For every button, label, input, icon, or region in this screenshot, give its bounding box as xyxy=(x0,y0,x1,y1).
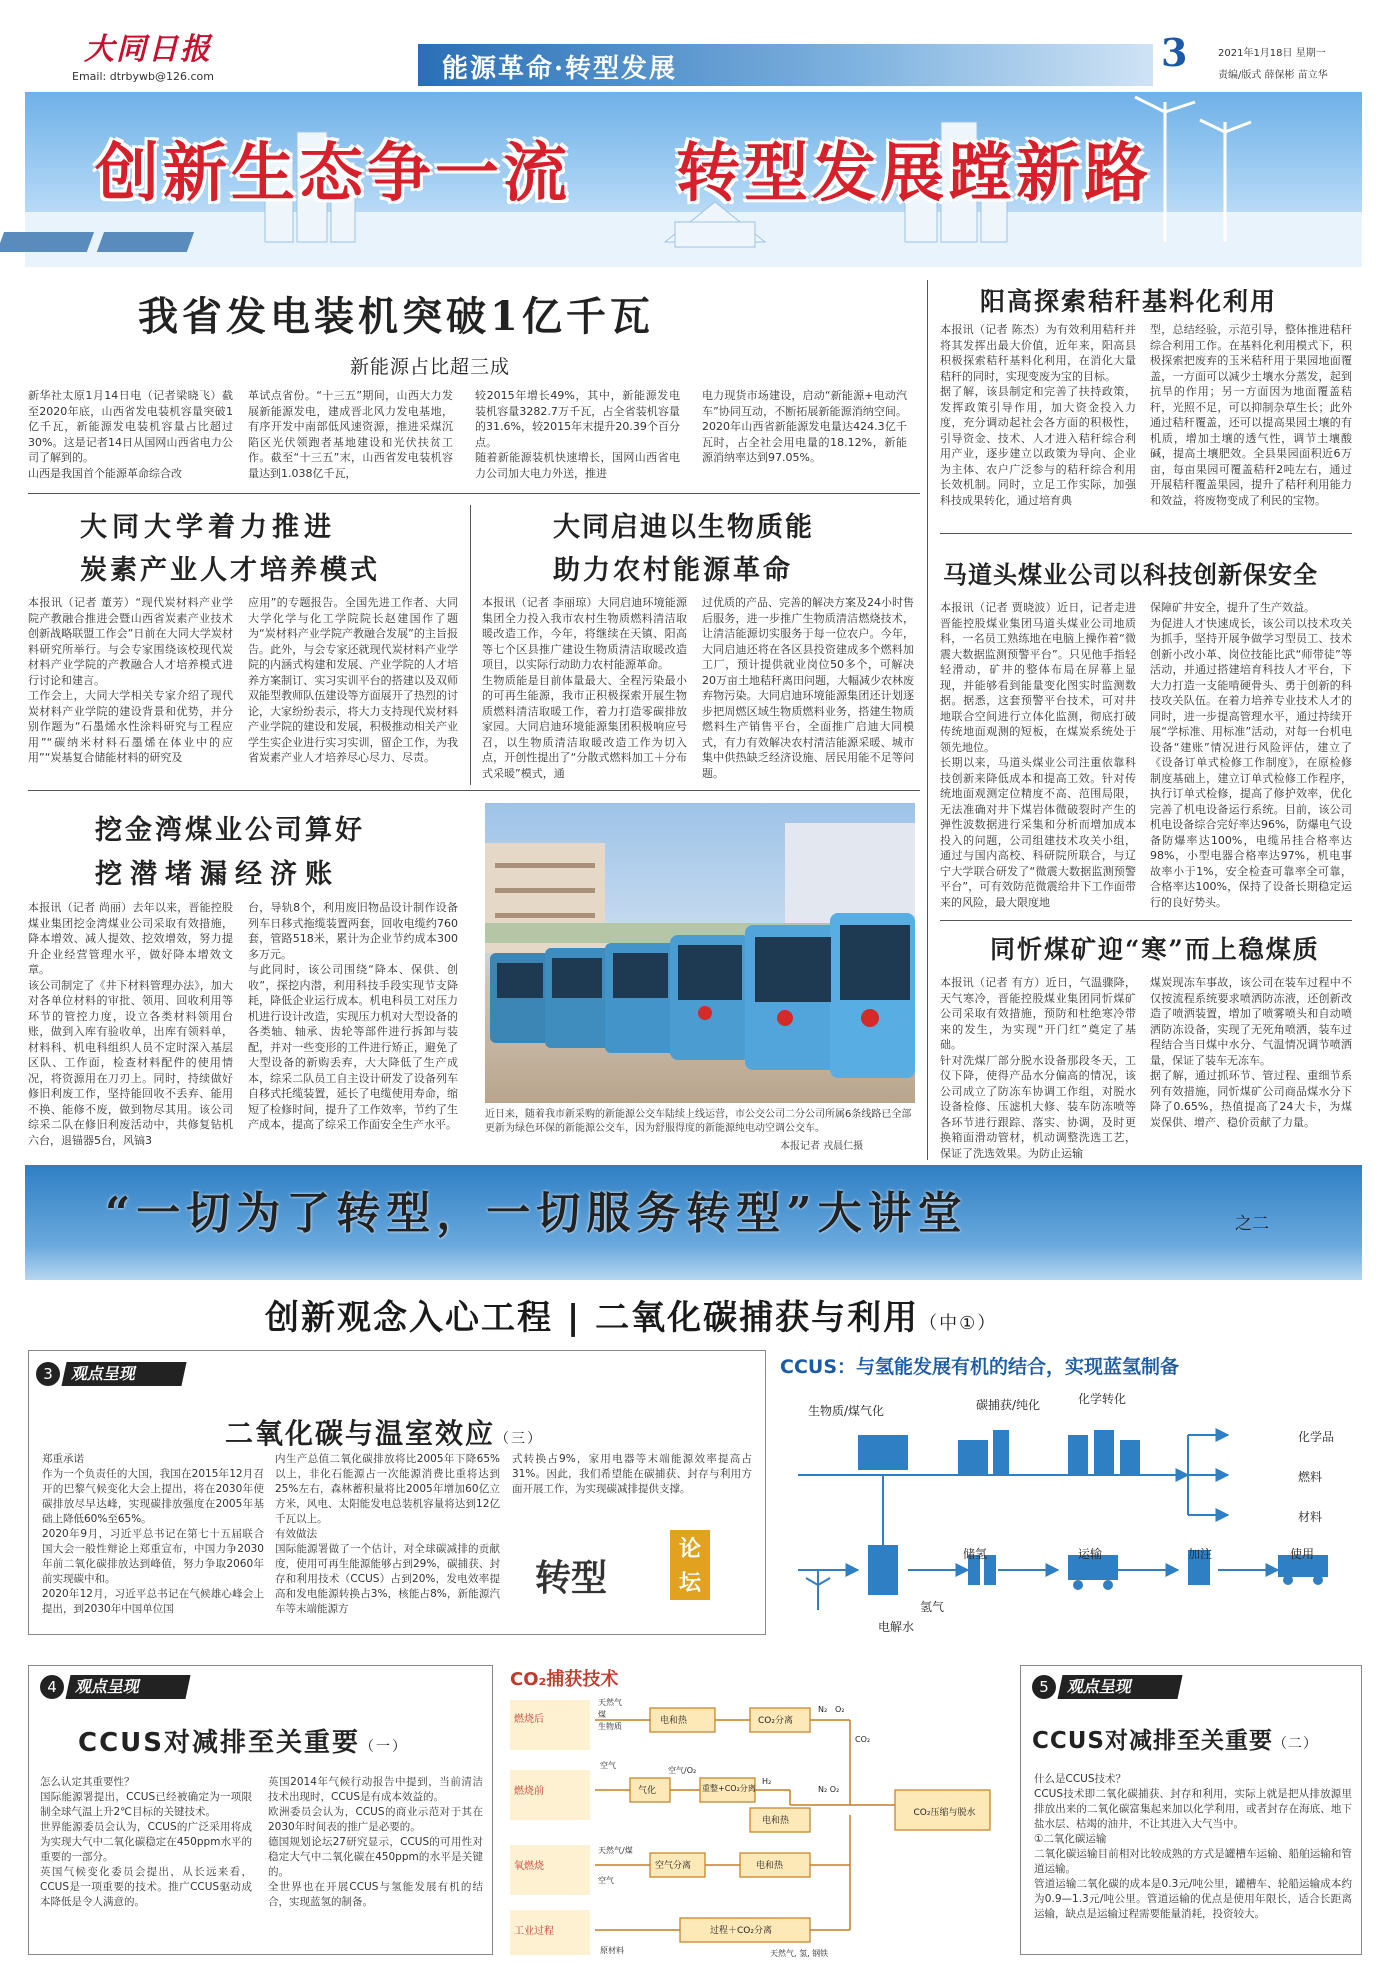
viewpoint3-title xyxy=(225,1412,543,1452)
yanggao-text-col1: 本报讯（记者 陈杰）为有效利用秸秆并将其发挥出最大价值，近年来，阳高县积极探索秸秆基料化利用，在消化大量秸秆的同时，实现变废为宝的目标。 据了解，该县制定和完善了扶持政策，发挥政策引导作用，加大资金投入力度，充分调动起社会各方面的积极性，引导资金、技术、人才进入秸秆综合利用产业，逐步建立以政策为导向、企业为主体、农户广泛参与的秸秆综合利用长效机制。同时，立足工作实际，加强科技成果转化，通过培育典 xyxy=(940,323,1136,507)
ccus-label-hydrogen: 氢气 xyxy=(920,1600,945,1614)
masthead-date: 2021年1月18日 星期一 xyxy=(1218,48,1326,59)
viewpoint5-title-suffix: （二） xyxy=(1273,1736,1318,1752)
ccus-label-capture: 碳捕获/纯化 xyxy=(976,1398,1041,1412)
lead-text-col4: 电力现货市场建设，启动“新能源+电动汽车”协同互动，不断拓展新能源消纳空间。2020年山西省新能源发电量达424.3亿千瓦时，占全社会用电量的18.12%，新能源消纳率达到97.05%。 xyxy=(702,389,907,464)
viewpoint3-title-suffix: （三） xyxy=(495,1431,544,1447)
page-number: 3 xyxy=(1161,30,1188,75)
co2-product-label: H₂ xyxy=(762,1777,772,1786)
viewpoint5-text: 什么是CCUS技术？ CCUS技术即二氧化碳捕获、封存和利用，实际上就是把从排放源里排放出来的二氧化碳富集起来加以化学利用，或者封存在海底、地下盐水层、枯竭的油井，不让其进入大气当中。 ①二氧化碳运输 二氧化碳运输目前相对比较成熟的方式是罐槽车运输、船舶运输和管道运输。 管道运输二氧化碳的成本是0.3元/吨公里，罐槽车、轮船运输成本约为0.9—1.3元/吨公里。管道运输的优点是使用年限长，适合长距离运输，缺点是运输过程需要能量消耗，投资较大。 xyxy=(1034,1773,1352,1920)
newspaper-logo: 大同日报 xyxy=(84,32,212,67)
lecture-subtitle xyxy=(265,1290,997,1339)
banner-title: 创新生态争一流 转型发展蹚新路 xyxy=(95,136,1153,211)
co2-box-label: 过程＋CO₂分离 xyxy=(710,1926,772,1936)
wajinwan-headline-line1: 挖金湾煤业公司算好 xyxy=(95,815,365,846)
co2-box-label: 电和热 xyxy=(756,1861,784,1871)
co2-left-label-industrial: 工业过程 xyxy=(514,1926,554,1937)
viewpoint3-text-col2: 内生产总值二氧化碳排放将比2005年下降65%以上，非化石能源占一次能源消费比重将达到25%左右，森林蓄积量将比2005年增加60亿立方米，风电、太阳能发电总装机容量将达到12亿千瓦以上。 有效做法 国际能源署做了一个估计，对全球碳减排的贡献度，使用可再生能源能够占到29%，碳捕获、封存和利用技术（CCUS）占到20%，发电效率提高和发电能源转换占3%，核能占8%，新能源汽车等末端能源方 xyxy=(275,1453,500,1615)
co2-capture-diagram xyxy=(500,1665,1010,1965)
ccus-diagram xyxy=(778,1350,1363,1640)
bus-photo xyxy=(485,803,915,1103)
lead-text-col3: 较2015年增长49%，其中，新能源发电装机容量3282.7万千瓦，占全省装机容量的31.6%，较2015年末提升20.39个百分点。 随着新能源装机快速增长，国网山西省电力公司加大电力外送，推进 xyxy=(475,389,680,480)
divider xyxy=(28,493,920,494)
viewpoint5-title xyxy=(1032,1722,1318,1755)
co2-product-label: O₂ xyxy=(835,1705,845,1714)
top-banner xyxy=(25,92,1362,267)
co2-feed-label: 空气 xyxy=(598,1876,614,1885)
ccus-label-fuel: 燃料 xyxy=(1298,1470,1323,1484)
ccus-label-use: 使用 xyxy=(1290,1547,1315,1561)
datong-univ-text-col2: 应用”的专题报告。全国先进工作者、大同大学化学与化工学院院长赵建国作了题为“炭材料产业学院产教融合发展”的主旨报告。此外，与会专家还就现代炭材料产业学院的内涵式构建和发展、产业学院的人才培养方案制订、实习实训平台的搭建以及双师双能型教师队伍建设等方面展开了热烈的讨论，大家纷纷表示，将大力支持现代炭材料产业学院的建设和发展，积极推动相关产业学生实企业进行实习实训，留企工作，为我省炭素产业人才培养尽心尽力、尽责。 xyxy=(248,596,458,764)
viewpoint3-stamp-seal: 论坛 xyxy=(670,1530,710,1600)
co2-box-label: 重整+CO₂分离 xyxy=(702,1784,756,1793)
lecture-subtitle-suffix: （中①） xyxy=(919,1313,998,1334)
ccus-flow-graphic xyxy=(778,1380,1363,1640)
divider xyxy=(28,790,920,791)
datong-univ-text-col1: 本报讯（记者 董芳）“现代炭材料产业学院产教融合推进会暨山西省炭素产业技术创新战略联盟工作会”日前在大同大学炭材料研究所举行。与会专家围绕该校现代炭材料产业学院的产教融合人才培养模式进行讨论和建言。 工作会上，大同大学相关专家介绍了现代炭材料产业学院的建设背景和优势，并分别作题为“石墨烯水性涂料研究与工程应用”“碳纳米材料石墨烯在体业中的应用”“炭基复合储能材料的研究及 xyxy=(28,596,233,764)
viewpoint3-label: 观点呈现 xyxy=(61,1362,186,1386)
masthead-email: Email: dtrbywb@126.com xyxy=(72,70,214,83)
lead-subheadline: 新能源占比超三成 xyxy=(350,356,511,378)
ccus-label-electrolysis: 电解水 xyxy=(878,1620,915,1634)
section-title: 能源革命·转型发展 xyxy=(442,54,678,84)
divider xyxy=(940,920,1352,921)
lecture-title-suffix: 之二 xyxy=(1235,1214,1269,1234)
co2-feed-label: 生物质 xyxy=(598,1722,622,1731)
co2-flow-graphic xyxy=(500,1690,1010,1960)
section-banner xyxy=(418,44,1153,86)
co2-box-label: 电和热 xyxy=(762,1816,790,1826)
lecture-subtitle-text: 创新观念入心工程 | 二氧化碳捕获与利用 xyxy=(265,1298,920,1338)
madaotou-text-col2: 保障矿井安全，提升了生产效益。 为促进人才快速成长，该公司以技术攻关为抓手，坚持开展争做学习型员工、技术创新小改小革、岗位技能比武“师带徒”等活动，并通过搭建培育科技人才平台，下大力打造一支能啃硬骨头、勇于创新的科技攻关队伍。在着力培养专业技术人才的同时，进一步提高管理水平，通过持续开展“学标准、用标准”活动，对每一台机电设备“建账”情况进行风险评估，建立了《设备订单式检修工作制度》，在原检修制度基础上，建立订单式检修工作程序，执行订单式检修，提高了修护效率，优化完善了机电设备运行系统。目前，该公司机电设备综合完好率达96%，防爆电气设备防爆率达100%，电缆吊挂合格率达98%，小型电器合格率达97%，机电事故率小于1%，安全检查可靠率全可靠，合格率达100%，保持了设备长期稳定运行的良好势头。 xyxy=(1150,601,1352,909)
wajinwan-headline-line2: 挖潜堵漏经济账 xyxy=(95,859,340,890)
ccus-label-chem-products: 化学品 xyxy=(1298,1430,1335,1444)
co2-diagram-title: CO₂捕获技术 xyxy=(510,1669,619,1690)
co2-box-label: 空气分离 xyxy=(655,1861,692,1871)
co2-feed-label: 空气 xyxy=(600,1761,616,1770)
co2-feed-label: 原材料 xyxy=(600,1946,624,1955)
yanggao-headline: 阳高探索秸秆基料化利用 xyxy=(980,287,1278,316)
datong-univ-headline-line1: 大同大学着力推进 xyxy=(80,512,336,543)
ccus-diagram-title: CCUS：与氢能发展有机的结合，实现蓝氢制备 xyxy=(780,1356,1180,1378)
ccus-label-biomass: 生物质/煤气化 xyxy=(808,1404,885,1418)
viewpoint3-text-col3: 式转换占9%，家用电器等末端能源效率提高占31%。因此，我们希望能在碳捕获、封存与利用方面开展工作，为实现碳减排提供支撑。 xyxy=(512,1453,752,1495)
lead-text-col2: 革试点省份。“十三五”期间，山西大力发展新能源发电，建成晋北风力发电基地，有序开发中南部低风速资源，推进采煤沉陷区光伏领跑者基地建设和光伏扶贫工作。截至“十三五”末，山西省发电装机容量达到1.038亿千瓦， xyxy=(248,389,453,480)
viewpoint3-title-text: 二氧化碳与温室效应 xyxy=(225,1417,496,1450)
viewpoint3-stamp-main: 转型 xyxy=(535,1557,608,1599)
co2-product-label: N₂ O₂ xyxy=(818,1785,840,1794)
co2-feed-label: 煤 xyxy=(598,1710,606,1719)
divider xyxy=(940,533,1352,534)
tongxin-headline: 同忻煤矿迎“寒”而上稳煤质 xyxy=(990,935,1320,964)
viewpoint3-number: 3 xyxy=(36,1362,60,1386)
madaotou-headline: 马道头煤业公司以科技创新保安全 xyxy=(943,560,1318,589)
lecture-banner xyxy=(25,1165,1362,1280)
lead-headline: 我省发电装机突破1亿千瓦 xyxy=(138,293,654,340)
ccus-label-material: 材料 xyxy=(1298,1510,1323,1524)
viewpoint4-title xyxy=(78,1722,408,1759)
co2-left-label-postcombustion: 燃烧后 xyxy=(514,1714,544,1725)
masthead xyxy=(0,0,1388,86)
viewpoint4-text-col1: 怎么认定其重要性？ 国际能源署提出，CCUS已经被确定为一项限制全球气温上升2℃目标的关键技术。 世界能源委员会认为，CCUS的广泛采用将成为实现大气中二氧化碳稳定在450ppm水平的重要的一部分。 英国气候变化委员会提出，从长远来看，CCUS是一项重要的技术。推广CCUS驱动成本降低是令人满意的。 xyxy=(40,1776,252,1908)
co2-box-label: CO₂分离 xyxy=(758,1716,793,1726)
co2-feed-label: 天然气/煤 xyxy=(598,1846,633,1855)
yanggao-text-col2: 型，总结经验，示范引导，整体推进秸秆综合利用工作。在基料化利用模式下，积极探索把废弃的玉米秸秆用于果园地面覆盖，一方面可以减少土壤水分蒸发，起到抗旱的作用；另一方面因为地面覆盖秸秆，光照不足，可以抑制杂草生长；此外通过秸秆覆盖，还可以提高果园土壤的有机质，增加土壤的透气性，调节土壤酸碱，提高土壤肥效。全县果园面积近6万亩，每亩果园可覆盖秸秆2吨左右，通过开展秸秆覆盖果园，提升了秸秆利用能力和效益，将废物变成了利民的宝物。 xyxy=(1150,323,1352,507)
viewpoint5-number: 5 xyxy=(1032,1675,1056,1699)
tongxin-text-col2: 煤炭现冻车事故，该公司在装车过程中不仅按流程系统要求喷洒防冻液，还创新改造了喷洒装置，增加了喷雾喷头和自动喷洒防冻设备，实现了无死角喷洒，装车过程结合当日煤中水分、气温情况调节喷洒量，保证了装车无冻车。 据了解，通过抓环节、管过程、重细节系列有效措施，同忻煤矿公司商品煤水分下降了0.65%，热值提高了24大卡，为煤炭保供、增产、稳价贡献了力量。 xyxy=(1150,976,1352,1129)
viewpoint4-title-text: CCUS对减排至关重要 xyxy=(78,1728,361,1758)
wajinwan-text-col1: 本报讯（记者 尚丽）去年以来，晋能控股煤业集团挖金湾煤业公司采取有效措施，降本增效、减人提效、挖效增效，努力提升企业经营管理水平，做好降本增效文章。 该公司制定了《井下材料管理办法》，加大对各单位材料的审批、领用、回收利用等环节的管控力度，设立各类材料领用台账，做到入库有验收单，出库有领料单，材料科、机电科组织人员不定时深入基层区队、工作面，检查材料配件的使用情况，将资源用在刀刃上。同时，持续做好修旧利废工作，坚持能回收不丢弃、能用不换、能修不废，做到物尽其用。该公司综采二队在修旧利废活动中，共修复钻机六台，退锚器5台，风镐3 xyxy=(28,901,233,1147)
lead-text-col1: 新华社太原1月14日电（记者梁晓飞）截至2020年底，山西省发电装机容量突破1亿千瓦，新能源发电装机容量占比超过30%。这是记者14日从国网山西省电力公司了解到的。 山西是我国首个能源革命综合改 xyxy=(28,389,233,480)
viewpoint4-text-col2: 英国2014年气候行动报告中提到，当前清洁技术出现时，CCUS是有成本效益的。 欧洲委员会认为，CCUS的商业示范对于其在2030年时间表的推广是必要的。 德国规划论坛27研究显示，CCUS的可用性对稳定大气中二氧化碳在450ppm的水平是关键的。 全世界也在开展CCUS与氢能发展有机的结合，实现蓝氢的制备。 xyxy=(268,1776,483,1908)
madaotou-text-col1: 本报讯（记者 贾晓波）近日，记者走进晋能控股煤业集团马道头煤业公司地质科，一名员工熟练地在电脑上操作着“微震大数据监测预警平台”。只见他手指轻轻滑动，矿井的整体布局在屏幕上显现，并能够看到能量变化图实时监测数据。据悉，这套预警平台技术，可对井地联合空间进行立体化监测，彻底打破传统地面观测的短板，在煤炭系统处于领先地位。 长期以来，马道头煤业公司注重依靠科技创新来降低成本和提高工效。针对传统地面观测定位精度不高、范围局限，无法准确对井下煤岩体微破裂时产生的弹性波数据进行采集和分析而增加成本投入的问题，公司组建技术攻关小组，通过与国内高校、科研院所联合，与辽宁大学联合研发了“微震大数据监测预警平台”，可有效防范微震给井下工作面带来的风险，最大限度地 xyxy=(940,601,1136,909)
co2-product-label: N₂ xyxy=(818,1705,828,1714)
viewpoint4-title-suffix: （一） xyxy=(360,1739,409,1755)
qidi-text-col2: 过优质的产品、完善的解决方案及24小时售后服务，进一步推广生物质清洁燃烧技术，让清洁能源切实服务于每一位农户。今年，大同启迪还将在各区县投资建成多个燃料加工厂，预计提供就业岗位50多个，可解决20万亩土地秸秆离田问题，大幅减少农林废弃物污染。大同启迪环境能源集团还计划逐步把周燃区域生物质燃料业务，搭建生物质燃料生产销售平台，全面推广启迪大同模式，有力有效解决农村清洁能源采暖、城市集中供热缺乏经济设施、居民用能不足等问题。 xyxy=(702,596,914,780)
viewpoint5-label: 观点呈现 xyxy=(1057,1675,1182,1699)
ccus-label-storage: 储氢 xyxy=(963,1547,988,1561)
photo-caption: 近日来，随着我市新采购的新能源公交车陆续上线运营，市公交公司二分公司所属6条线路已全部更新为绿色环保的新能源公交车，因为舒服得度的新能源纯电动空调公交车。 xyxy=(485,1109,912,1134)
co2-feed-label: 空气/O₂ xyxy=(668,1766,697,1775)
photo-credit: 本报记者 戎晨仁摄 xyxy=(780,1141,864,1152)
co2-left-label-oxyfuel: 氧燃烧 xyxy=(514,1861,544,1872)
viewpoint5-title-text: CCUS对减排至关重要 xyxy=(1032,1728,1273,1754)
co2-product-label: 天然气, 氢, 钢铁 xyxy=(770,1949,829,1958)
bus-photo-graphic xyxy=(485,803,915,1103)
co2-box-label: 电和热 xyxy=(660,1716,688,1726)
co2-feed-label: 天然气 xyxy=(598,1698,622,1707)
masthead-editors: 责编/版式 薛保彬 苗立华 xyxy=(1218,70,1328,81)
datong-univ-headline-line2: 炭素产业人才培养模式 xyxy=(80,555,380,586)
tongxin-text-col1: 本报讯（记者 有方）近日，气温骤降，天气寒冷，晋能控股煤业集团同忻煤矿公司采取有效措施，预防和杜绝寒冷带来的发生，为实现“开门红”奠定了基础。 针对洗煤厂部分脱水设备那段冬天，工仪下降，使得产品水分偏高的情况，该公司成立了防冻车协调工作组，对脱水设备检修、压滤机大修、装车防冻喷等各环节进行跟踪、落实、协调，及时更换箱面滑动管材，机动调整洗选工艺，保证了洗选效果。为防止运输 xyxy=(940,976,1136,1160)
viewpoint4-number: 4 xyxy=(40,1675,64,1699)
lecture-title: “一切为了转型，一切服务转型”大讲堂 xyxy=(105,1188,968,1239)
co2-compression-label: CO₂压缩与脱水 xyxy=(913,1808,976,1818)
ccus-label-transport: 运输 xyxy=(1078,1547,1103,1561)
viewpoint4-label: 观点呈现 xyxy=(65,1675,190,1699)
co2-box-label: 气化 xyxy=(638,1786,657,1796)
ccus-label-chem: 化学转化 xyxy=(1078,1392,1127,1406)
qidi-text-col1: 本报讯（记者 李丽琼）大同启迪环境能源集团全力投入我市农村生物质燃料清洁取暖改造工作，今年，将继续在天镇、阳高等七个区县推广建设生物质清洁取暖改造项目，以实际行动助力农村能源革命。 生物质能是目前体量最大、全程污染最小的可再生能源，我市正积极探索开展生物质燃料清洁取暖工作，着力打造零碳排放家园。大同启迪环境能源集团积极响应号召，以生物质清洁取暖改造工作为切入点，开创性提出了“分散式燃料加工＋分布式采暖”模式，通 xyxy=(482,596,687,780)
wajinwan-text-col2: 台，导轨8个，利用废旧物品设计制作设备列车日移式拖缆装置两套，回收电缆约760套，管路518米，累计为企业节约成本300多万元。 与此同时，该公司围绕“降本、保供、创收”，探挖内潜，利用科技手段实现节支降耗，降低企业运行成本。机电科员工对压力机进行设计改造，实现压力机对大型设备的各类轴、轴承、齿轮等部件进行拆卸与装配，并对一些变形的工件进行矫正，避免了大型设备的新购丢弃，大大降低了生产成本，综采二队员工自主设计研发了设备列车自移式托缆装置，延长了电缆使用寿命，缩短了检修时间，提升了工作效率，节约了生产成本，提高了综采工作面安全生产水平。 xyxy=(248,901,458,1131)
qidi-headline-line2: 助力农村能源革命 xyxy=(553,555,793,586)
co2-product-label: CO₂ xyxy=(855,1735,871,1744)
qidi-headline-line1: 大同启迪以生物质能 xyxy=(553,512,814,543)
divider xyxy=(470,505,471,785)
ccus-label-fill: 加注 xyxy=(1188,1547,1213,1561)
viewpoint3-text-col1: 郑重承诺 作为一个负责任的大国，我国在2015年12月召开的巴黎气候变化大会上提出，将在2030年使碳排放尽早达峰，实现碳排放强度在2005年基础上降低60%至65%。 2020年9月，习近平总书记在第七十五届联合国大会一般性辩论上郑重宣布，中国力争2030年前二氧化碳排放达到峰值，努力争取2060年前实现碳中和。 2020年12月，习近平总书记在气候雄心峰会上提出，到2030年中国单位国 xyxy=(42,1453,264,1615)
co2-left-label-precombustion: 燃烧前 xyxy=(514,1786,544,1797)
divider xyxy=(927,280,928,1160)
